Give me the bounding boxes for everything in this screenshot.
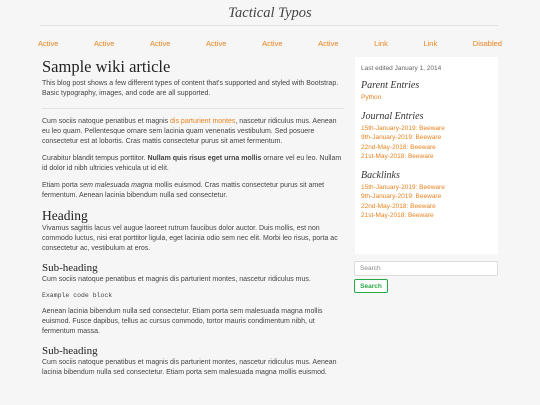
italic-text: sem malesuada magna: [79, 182, 153, 189]
title-divider: [40, 25, 498, 26]
article-lead: This blog post shows a few different types of content that's supported and styled with Bootstrap. Basic typography, images, and code are all supported.: [42, 80, 339, 97]
nav-item-active-4[interactable]: Active: [206, 39, 227, 48]
paragraph-1: [42, 117, 344, 147]
sidebar: [355, 57, 498, 254]
code-block: Example code block: [42, 292, 113, 299]
backlinks-title: Backlinks: [361, 169, 400, 181]
paragraph-2-text-b: ornare vel eu leo. Nullam id dolor id nibh ultricies vehicula ut id elit.: [42, 155, 342, 172]
heading-paragraph: Vivamus sagittis lacus vel augue laoreet rutrum faucibus dolor auctor. Duis mollis, est non commodo luctus, nisi erat porttitor ligula, eget lacinia odio sem nec elit. Morbi leo risus, porta ac consectetur ac, vestibulum at eros.: [42, 225, 338, 252]
subheading-2: Sub-heading: [42, 345, 98, 357]
journal-entries-list: [361, 124, 492, 162]
bold-text: Nullam quis risus eget urna mollis: [147, 155, 262, 162]
paragraph-1-text-a: Cum sociis natoque penatibus et magnis: [42, 118, 171, 125]
parent-entries-title: Parent Entries: [361, 80, 420, 91]
nav-item-disabled[interactable]: Disabled: [472, 39, 502, 48]
paragraph-1-text-b: , nascetur ridiculus mus. Aenean eu leo quam. Pellentesque ornare sem lacinia quam venenatis vestibulum. Sed posuere consectetur est at lobortis. Cras mattis consectetur purus sit amet fermentum.: [42, 118, 337, 145]
subheading-2-paragraph: Cum sociis natoque penatibus et magnis dis parturient montes, nascetur ridiculus mus. Aenean lacinia bibendum nulla sed consectetur. Etiam porta sem malesuada magna mollis euismod.: [42, 359, 337, 376]
nav-item-link-2[interactable]: Link: [423, 39, 438, 48]
backlink[interactable]: 9th-January-2019: Beeware: [361, 193, 442, 200]
nav-item-link-1[interactable]: Link: [374, 39, 388, 48]
nav-item-active-3[interactable]: Active: [150, 39, 171, 48]
parent-entry-link[interactable]: Python: [361, 94, 382, 101]
journal-entry-link[interactable]: 21st-May-2018: Beeware: [361, 153, 434, 160]
paragraph-3: [42, 181, 344, 201]
paragraph-2-text-a: Curabitur blandit tempus porttitor.: [42, 155, 148, 162]
parent-entries-list: [361, 93, 492, 103]
article-title: Sample wiki article: [42, 57, 171, 76]
backlink[interactable]: 21st-May-2018: Beeware: [361, 212, 434, 219]
inline-link[interactable]: dis parturient montes: [170, 118, 236, 125]
subheading-1: Sub-heading: [42, 262, 98, 274]
backlinks-list: [361, 183, 492, 221]
nav-item-active-5[interactable]: Active: [262, 39, 283, 48]
top-nav: [28, 39, 512, 48]
journal-entry-link[interactable]: 15th-January-2019: Beeware: [361, 124, 445, 132]
site-title: Tactical Typos: [228, 5, 312, 21]
nav-item-active-1[interactable]: Active: [38, 39, 59, 48]
nav-item-active-2[interactable]: Active: [94, 39, 115, 48]
journal-entry-link[interactable]: 9th-January-2019: Beeware: [361, 134, 442, 141]
backlink[interactable]: 15th-January-2019: Beeware: [361, 183, 445, 191]
last-edited: Last edited January 1, 2014: [361, 65, 442, 72]
paragraph-3-text-b: mollis euismod. Cras mattis consectetur purus sit amet fermentum. Aenean lacinia bibendum nulla sed consectetur.: [42, 182, 325, 199]
nav-item-active-6[interactable]: Active: [318, 39, 339, 48]
search-input[interactable]: [354, 261, 498, 276]
article: [42, 58, 344, 378]
paragraph-4: Aenean lacinia bibendum nulla sed consectetur. Etiam porta sem malesuada magna mollis euismod. Fusce dapibus, tellus ac cursus commodo, tortor mauris condimentum nibh, ut fermentum massa.: [42, 308, 323, 335]
journal-entry-link[interactable]: 22nd-May-2018: Beeware: [361, 143, 436, 151]
paragraph-2: [42, 154, 344, 174]
backlink[interactable]: 22nd-May-2018: Beeware: [361, 202, 436, 210]
article-divider: [42, 108, 344, 109]
journal-entries-title: Journal Entries: [361, 110, 424, 122]
heading: Heading: [42, 208, 88, 223]
search-button[interactable]: Search: [354, 279, 388, 293]
paragraph-3-text-a: Etiam porta: [42, 182, 80, 189]
subheading-1-paragraph: Cum sociis natoque penatibus et magnis dis parturient montes, nascetur ridiculus mus.: [42, 276, 311, 283]
